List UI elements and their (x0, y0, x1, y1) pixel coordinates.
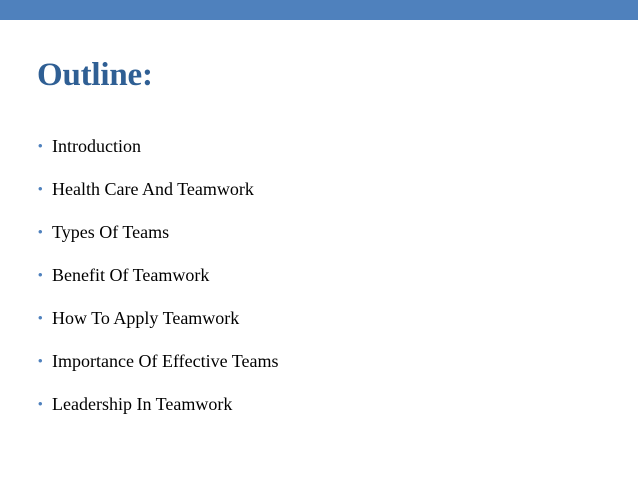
bullet-icon: • (38, 224, 43, 239)
list-item (38, 167, 278, 210)
slide-header-bar (0, 0, 638, 20)
list-item (38, 296, 278, 339)
list-item (38, 253, 278, 296)
slide-title: Outline: (37, 57, 153, 93)
list-item-label: Leadership In Teamwork (52, 393, 233, 414)
bullet-icon: • (38, 138, 43, 153)
list-item-label: How To Apply Teamwork (52, 307, 240, 328)
bullet-icon: • (38, 181, 43, 196)
list-item (38, 339, 278, 382)
bullet-icon: • (38, 353, 43, 368)
list-item-label: Health Care And Teamwork (52, 178, 254, 199)
list-item-label: Introduction (52, 135, 141, 156)
list-item (38, 124, 278, 167)
outline-list (38, 124, 278, 425)
list-item (38, 210, 278, 253)
list-item (38, 382, 278, 425)
list-item-label: Benefit Of Teamwork (52, 264, 210, 285)
list-item-label: Types Of Teams (52, 221, 170, 242)
bullet-icon: • (38, 310, 43, 325)
bullet-icon: • (38, 396, 43, 411)
bullet-icon: • (38, 267, 43, 282)
list-item-label: Importance Of Effective Teams (52, 350, 279, 371)
